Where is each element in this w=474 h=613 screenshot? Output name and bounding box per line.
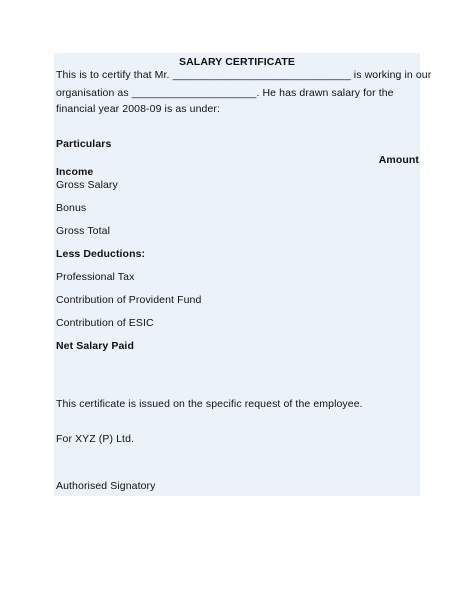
deductions-heading: Less Deductions:: [56, 248, 146, 260]
income-item-gross-total: Gross Total: [56, 225, 111, 237]
deduction-item-provident-fund: Contribution of Provident Fund: [56, 294, 202, 306]
certificate-title: SALARY CERTIFICATE: [179, 56, 295, 68]
income-item-bonus: Bonus: [56, 202, 87, 214]
net-salary-label: Net Salary Paid: [56, 340, 134, 352]
closing-note: This certificate is issued on the specific request of the employee.: [56, 398, 363, 410]
deduction-item-professional-tax: Professional Tax: [56, 271, 135, 283]
intro-line-3: financial year 2008-09 is as under:: [56, 103, 221, 115]
authorised-signatory: Authorised Signatory: [56, 480, 156, 492]
amount-heading: Amount: [378, 154, 419, 166]
income-item-gross-salary: Gross Salary: [56, 179, 118, 191]
deduction-item-esic: Contribution of ESIC: [56, 317, 154, 329]
company-line: For XYZ (P) Ltd.: [56, 433, 135, 445]
particulars-heading: Particulars: [56, 138, 112, 150]
intro-line-2: organisation as _____________________. He has drawn salary for the: [56, 87, 394, 99]
income-heading: Income: [56, 166, 94, 178]
intro-line-1: This is to certify that Mr. ______________________________ is working in our: [56, 69, 432, 81]
